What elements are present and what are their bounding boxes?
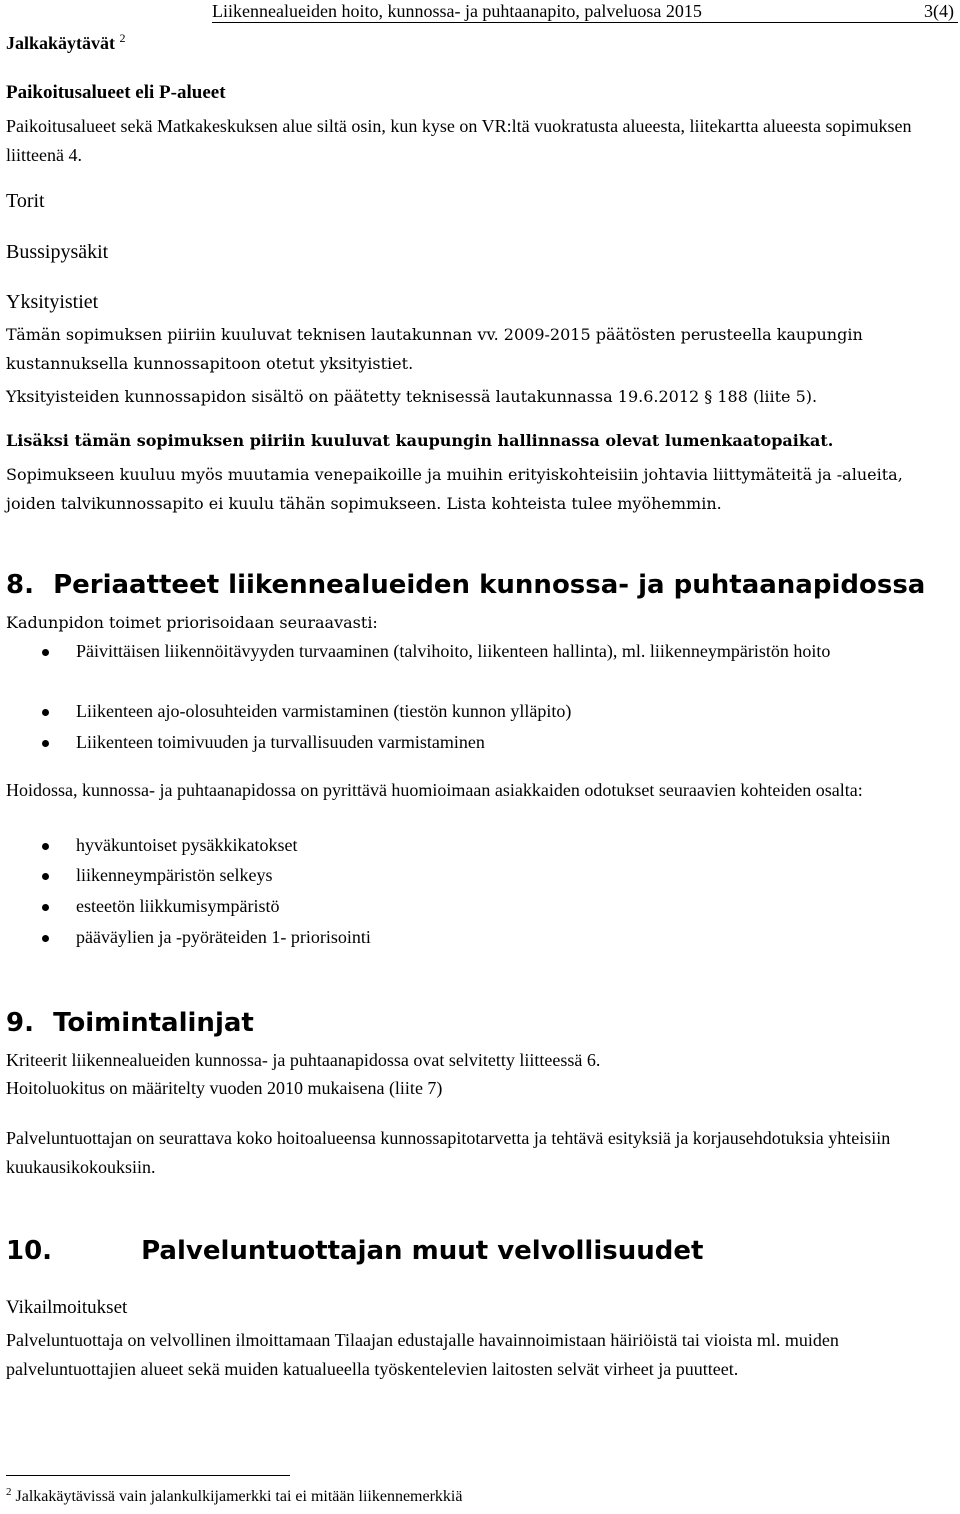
section-9-title: Toimintalinjat [53, 1008, 254, 1038]
section-10-title: Palveluntuottajan muut velvollisuudet [141, 1236, 704, 1266]
footnote-number: 2 [6, 1485, 12, 1498]
paragraph-yksityistiet-1: Tämän sopimuksen piiriin kuuluvat teknisen lautakunnan vv. 2009-2015 päätösten perusteella kaupungin kustannuksella kunnossapitoon otetut yksityistiet. [6, 325, 863, 373]
running-title: Liikennealueiden hoito, kunnossa- ja puhtaanapito, palveluosa 2015 [212, 1, 702, 21]
bullet-icon [42, 709, 49, 716]
paragraph-liittymatiet: Sopimukseen kuuluu myös muutamia venepaikoille ja muihin erityiskohteisiin johtavia liittymäteitä ja -alueita, joiden talvikunnossapito ei kuulu tähän sopimukseen. Lista kohteista tulee myöhemmin. [6, 465, 903, 513]
footnote [6, 1486, 462, 1508]
section-8-intro: Kadunpidon toimet priorisoidaan seuraavasti: [6, 613, 378, 632]
section-9-heading [6, 1006, 254, 1040]
paragraph-lumenkaatopaikat: Lisäksi tämän sopimuksen piiriin kuuluvat kaupungin hallinnassa olevat lumenkaatopaikat. [6, 431, 834, 450]
section-9-paragraph-2: Hoitoluokitus on määritelty vuoden 2010 mukaisena (liite 7) [6, 1078, 443, 1098]
heading-yksityistiet: Yksityistiet [6, 291, 99, 313]
list-item: Liikenteen toimivuuden ja turvallisuuden varmistaminen [76, 727, 956, 757]
paragraph-paikoitus: Paikoitusalueet sekä Matkakeskuksen alue siltä osin, kun kyse on VR:ltä vuokratusta alueesta, liitekartta alueesta sopimuksen liitteenä 4. [6, 116, 912, 165]
footnote-text: Jalkakäytävissä vain jalankulkijamerkki tai ei mitään liikennemerkkiä [15, 1488, 463, 1505]
section-8-number: 8. [6, 570, 34, 600]
bullet-icon [42, 904, 49, 911]
section-8-heading [6, 568, 925, 602]
list-item: Liikenteen ajo-olosuhteiden varmistaminen (tiestön kunnon ylläpito) [76, 696, 956, 726]
section-10-paragraph: Palveluntuottaja on velvollinen ilmoittamaan Tilaajan edustajalle havainnoimistaan häiriöistä tai vioista ml. muiden palveluntuottajien alueet sekä muiden katualueella työskentelevien laitosten selvät virheet ja puutteet. [6, 1330, 839, 1379]
heading-paikoitus: Paikoitusalueet eli P-alueet [6, 82, 226, 103]
bullet-icon [42, 873, 49, 880]
heading-bussipysakit: Bussipysäkit [6, 241, 109, 263]
lead-heading [6, 30, 126, 56]
section-9-number: 9. [6, 1008, 34, 1038]
page-number: 3(4) [924, 1, 954, 21]
section-9-paragraph-3: Palveluntuottajan on seurattava koko hoitoalueensa kunnossapitotarvetta ja tehtävä esityksiä ja korjausehdotuksia yhteisiin kuukausikokouksiin. [6, 1128, 891, 1177]
section-10-heading [6, 1234, 703, 1268]
section-9-paragraph-1: Kriteerit liikennealueiden kunnossa- ja puhtaanapidossa ovat selvitetty liitteessä 6. [6, 1050, 601, 1070]
section-8-paragraph: Hoidossa, kunnossa- ja puhtaanapidossa on pyrittävä huomioimaan asiakkaiden odotukset seuraavien kohteiden osalta: [6, 780, 863, 800]
list-item: liikenneympäristön selkeys [76, 860, 956, 890]
bullet-icon [42, 740, 49, 747]
list-item: Päivittäisen liikennöitävyyden turvaaminen (talvihoito, liikenteen hallinta), ml. liikenneympäristön hoito [76, 636, 956, 666]
footnote-divider [6, 1475, 290, 1476]
section-10-number: 10. [6, 1236, 53, 1266]
list-item: esteetön liikkumisympäristö [76, 891, 956, 921]
lead-heading-text: Jalkakäytävät [6, 33, 116, 53]
bullet-icon [42, 649, 49, 656]
list-item: pääväylien ja -pyöräteiden 1- priorisointi [76, 922, 956, 952]
paragraph-yksityistiet-2: Yksityisteiden kunnossapidon sisältö on päätetty teknisessä lautakunnassa 19.6.2012 § 188 (liite 5). [6, 387, 818, 406]
list-item: hyväkuntoiset pysäkkikatokset [76, 830, 956, 860]
running-header [212, 0, 958, 23]
heading-torit: Torit [6, 190, 45, 212]
subheading-vikailmoitukset: Vikailmoitukset [6, 1297, 128, 1318]
bullet-icon [42, 935, 49, 942]
section-8-title: Periaatteet liikennealueiden kunnossa- ja puhtaanapidossa [53, 570, 926, 600]
footnote-ref: 2 [119, 31, 126, 45]
bullet-icon [42, 843, 49, 850]
